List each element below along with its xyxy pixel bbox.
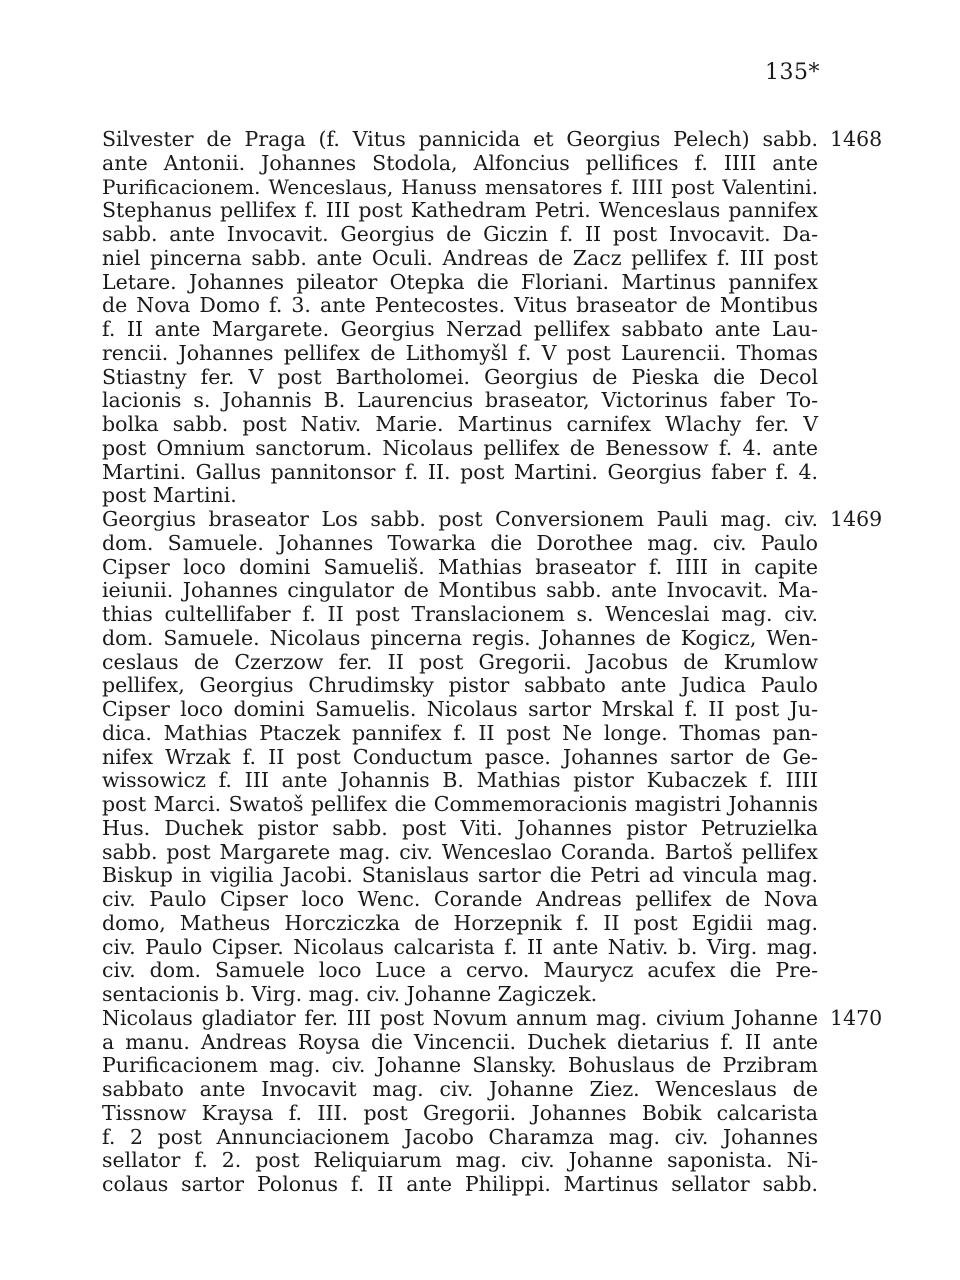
text-line: sentacionis b. Virg. mag. civ. Johanne Zagiczek.	[102, 982, 598, 1006]
text-line: Biskup in vigilia Jacobi. Stanislaus sartor die Petri ad vincula mag.	[102, 863, 818, 888]
text-line: domo, Matheus Horcziczka de Horzepnik f. II post Egidii mag.	[102, 910, 818, 935]
text-line: Stiastny fer. V post Bartholomei. Georgius de Pieska die Decol	[102, 364, 818, 389]
text-line: Silvester de Praga (f. Vitus pannicida et Georgius Pelech) sabb.	[102, 127, 818, 151]
text-line: Hus. Duchek pistor sabb. post Viti. Johannes pistor Petruzielka	[102, 815, 818, 840]
entry-1468	[102, 127, 883, 508]
entry-1470	[102, 1005, 883, 1197]
text-line: wissowicz f. III ante Johannis B. Mathias pistor Kubaczek f. IIII	[102, 768, 818, 793]
text-line: f. II ante Margarete. Georgius Nerzad pellifex sabbato ante Lau-	[102, 317, 818, 341]
text-line: Cipser loco domini Samueliš. Mathias braseator f. IIII in capite	[102, 554, 818, 579]
text-line: civ. Paulo Cipser loco Wenc. Corande Andreas pellifex de Nova	[102, 887, 818, 911]
text-line: Stephanus pellifex f. III post Kathedram Petri. Wenceslaus pannifex	[102, 198, 818, 223]
text-line: nifex Wrzak f. II post Conductum pasce. Johannes sartor de Ge-	[102, 744, 818, 769]
text-line: de Nova Domo f. 3. ante Pentecostes. Vitus braseator de Montibus	[102, 293, 818, 318]
text-line: Letare. Johannes pileator Otepka die Floriani. Martinus pannifex	[102, 269, 818, 294]
text-line: rencii. Johannes pellifex de Lithomyšl f. V post Laurencii. Thomas	[102, 340, 818, 365]
text-line: lacionis s. Johannis B. Laurencius braseator, Victorinus faber To-	[102, 388, 818, 413]
entry-1469	[102, 507, 883, 1007]
text-line: civ. dom. Samuele loco Luce a cervo. Maurycz acufex die Pre-	[102, 958, 818, 983]
text-line: Nicolaus gladiator fer. III post Novum annum mag. civium Johanne	[102, 1005, 818, 1030]
text-line: f. 2 post Annunciacionem Jacobo Charamza mag. civ. Johannes	[102, 1124, 818, 1149]
year-label: 1469	[830, 507, 883, 531]
text-line: ieiunii. Johannes cingulator de Montibus sabb. ante Invocavit. Ma-	[102, 578, 818, 603]
text-line: Martini. Gallus pannitonsor f. II. post Martini. Georgius faber f. 4.	[102, 459, 818, 484]
text-line: niel pincerna sabb. ante Oculi. Andreas de Zacz pellifex f. III post	[102, 245, 818, 270]
text-line: sabb. post Margarete mag. civ. Wenceslao Coranda. Bartoš pellifex	[102, 839, 818, 864]
text-line: dom. Samuele. Nicolaus pincerna regis. Johannes de Kogicz, Wen-	[102, 625, 818, 650]
text-line: Georgius braseator Los sabb. post Conversionem Pauli mag. civ.	[102, 507, 818, 531]
text-block	[102, 127, 883, 1197]
text-line: post Marci. Swatoš pellifex die Commemoracionis magistri Johannis	[102, 792, 818, 816]
text-line: Purificacionem mag. civ. Johanne Slansky. Bohuslaus de Przibram	[102, 1053, 818, 1078]
text-line: pellifex, Georgius Chrudimsky pistor sabbato ante Judica Paulo	[102, 673, 818, 698]
text-line: sabbato ante Invocavit mag. civ. Johanne Ziez. Wenceslaus de	[102, 1077, 818, 1101]
text-line: bolka sabb. post Nativ. Marie. Martinus carnifex Wlachy fer. V	[102, 412, 818, 436]
text-line: dom. Samuele. Johannes Towarka die Dorothee mag. civ. Paulo	[102, 530, 818, 555]
text-line: sellator f. 2. post Reliquiarum mag. civ. Johanne saponista. Ni-	[102, 1148, 818, 1173]
page-number: 135*	[765, 60, 820, 85]
text-line: a manu. Andreas Roysa die Vincencii. Duchek dietarius f. II ante	[102, 1029, 818, 1054]
text-line: post Omnium sanctorum. Nicolaus pellifex de Benessow f. 4. ante	[102, 435, 818, 460]
year-label: 1468	[830, 127, 883, 151]
text-line: civ. Paulo Cipser. Nicolaus calcarista f. II ante Nativ. b. Virg. mag.	[102, 934, 818, 959]
text-line: dica. Mathias Ptaczek pannifex f. II post Ne longe. Thomas pan-	[102, 720, 818, 745]
text-line: Purificacionem. Wenceslaus, Hanuss mensatores f. IIII post Valentini.	[102, 174, 818, 199]
text-line: colaus sartor Polonus f. II ante Philippi. Martinus sellator sabb.	[102, 1172, 818, 1196]
text-line: thias cultellifaber f. II post Translacionem s. Wenceslai mag. civ.	[102, 602, 818, 626]
text-line: post Martini.	[102, 483, 237, 508]
text-line: Cipser loco domini Samuelis. Nicolaus sartor Mrskal f. II post Ju-	[102, 697, 818, 721]
text-line: Tissnow Kraysa f. III. post Gregorii. Johannes Bobik calcarista	[102, 1100, 818, 1125]
text-line: ceslaus de Czerzow fer. II post Gregorii. Jacobus de Krumlow	[102, 649, 818, 674]
text-line: ante Antonii. Johannes Stodola, Alfoncius pellifices f. IIII ante	[102, 150, 818, 175]
text-line: sabb. ante Invocavit. Georgius de Giczin f. II post Invocavit. Da-	[102, 222, 818, 246]
year-label: 1470	[830, 1005, 883, 1030]
